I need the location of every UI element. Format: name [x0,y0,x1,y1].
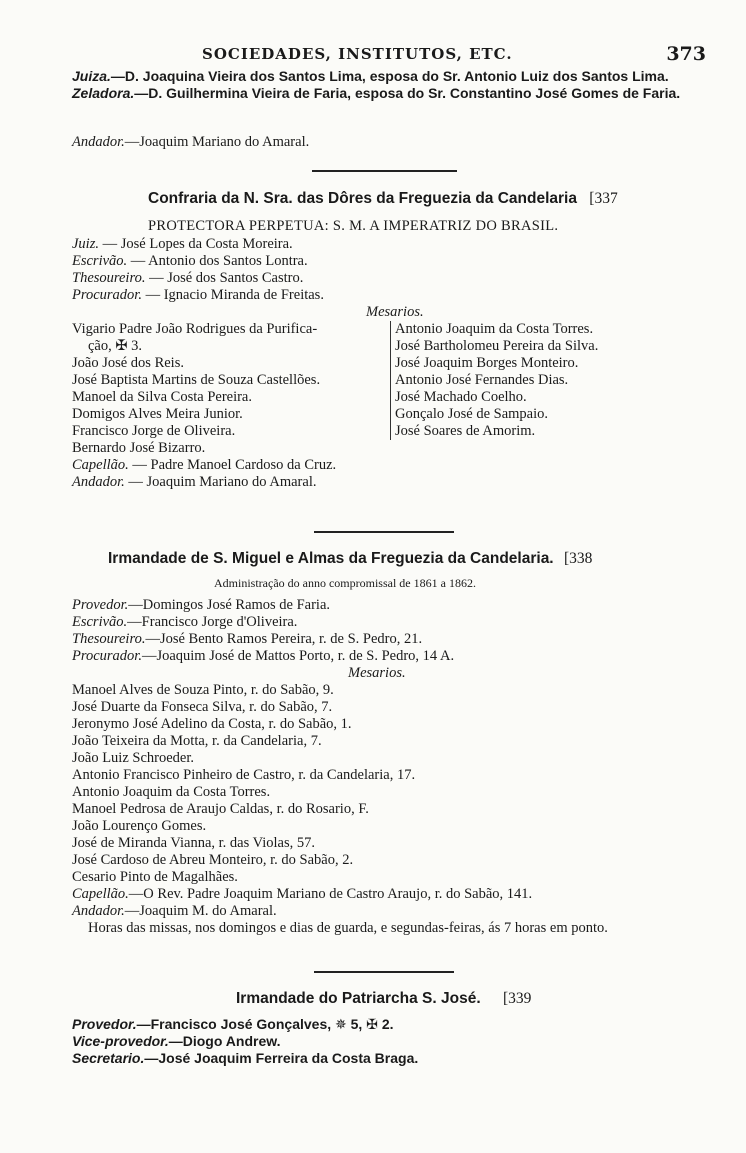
officers-list: Provedor.—Domingos José Ramos de Faria. Escrivão.—Francisco Jorge d'Oliveira. Thesoureiro.—José Bento Ramos Pereira, r. de S. Pedro, 21. Procurador.—Joaquim José de Mattos Porto, r. de S. Pedro, 14 A. [72,597,455,664]
list-item: José Cardoso de Abreu Monteiro, r. do Sabão, 2. [72,852,354,868]
entry-zeladora: Zeladora.—D. Guilhermina Vieira de Faria, esposa do Sr. Constantino José Gomes de Faria. [72,84,681,101]
section-339 [72,990,706,1067]
mesarios-label: Mesarios. [348,665,406,681]
section-338: Irmandade de S. Miguel e Almas da Freguezia da Candelaria. [338 Administração do anno compromissal de 1861 a 1862. Provedor.—Domingos José Ramos de Faria. Escrivão.—Francisco Jorge d'Oliveira. Thesoureiro.—José Bento Ramos Pereira, r. de S. Pedro, 21. Procurador.—Joaquim José de Mattos Porto, r. de S. Pedro, 14 A. Mesarios. Manoel Alves de Souza Pinto, r. do Sabão, 9. José Duarte da Fonseca Silva, r. do Sabão, 7. Jeronymo José Adelino da Costa, r. do Sabão, 1. João Teixeira da Motta, r. da Candelaria, 7. João Luiz Schroeder. Antonio Francisco Pinheiro de Castro, r. da Candelaria, 17. Antonio Joaquim da Costa Torres. Manoel Pedrosa de Araujo Caldas, r. do Rosario, F. João Lourenço Gomes. José de Miranda Vianna, r. das Violas, 57. José Cardoso de Abreu Monteiro, r. do Sabão, 2. Cesario Pinto de Magalhães. Capellão.—O Rev. Padre Joaquim Mariano de Castro Araujo, r. do Sabão, 141. Andador.—Joaquim M. do Amaral. Horas das missas, nos domingos e dias de guarda, e segundas-feiras, ás 7 horas em ponto. [72,550,706,937]
list-item: José Duarte da Fonseca Silva, r. do Sabão, 7. [72,699,333,715]
officers-list: Juiz. — José Lopes da Costa Moreira. Escrivão. — Antonio dos Santos Lontra. Thesoureiro. — José dos Santos Castro. Procurador. — Ignacio Miranda de Freitas. [72,236,324,303]
section-number: [338 [563,550,593,567]
mass-hours-note: Horas das missas, nos domingos e dias de guarda, e segundas-feiras, ás 7 horas em ponto. [88,920,608,936]
section-divider [314,531,454,533]
section-divider [314,971,454,973]
list-item: José de Miranda Vianna, r. das Violas, 57. [72,835,315,851]
section-337: Confraria da N. Sra. das Dôres da Freguezia da Candelaria [337 PROTECTORA PERPETUA: S. M. A IMPERATRIZ DO BRASIL. Juiz. — José Lopes da Costa Moreira. Escrivão. — Antonio dos Santos Lontra. Thesoureiro. — José dos Santos Castro. Procurador. — Ignacio Miranda de Freitas. Mesarios. Vigario Padre João Rodrigues da Purifica- ção, ✠ 3. João José dos Reis. José Baptista Martins de Souza Castellões. Manoel da Silva Costa Pereira. Domigos Alves Meira Junior. Francisco Jorge de Oliveira. Antonio Joaquim da Costa Torres. José Bartholomeu Pereira da Silva. José Joaquim Borges Monteiro. Antonio José Fernandes Dias. José Machado Coelho. Gonçalo José de Sampaio. José Soares de Amorim. Bernardo José Bizarro. Capellão. — Padre Manoel Cardoso da Cruz. Andador. — Joaquim Mariano do Amaral. [72,190,706,491]
protector-line: PROTECTORA PERPETUA: S. M. A IMPERATRIZ DO BRASIL. [148,218,559,234]
mesarios-columns [72,321,706,440]
continuation-entries [72,68,706,101]
entry-andador-top: Andador.—Joaquim Mariano do Amaral. [72,134,310,150]
page-header [72,43,706,70]
section-title: Irmandade do Patriarcha S. José. [339 [236,990,532,1007]
list-item: João Teixeira da Motta, r. da Candelaria, 7. [72,733,322,749]
list-item: Manoel Alves de Souza Pinto, r. do Sabão, 9. [72,682,334,698]
mesarios-right-column: Antonio Joaquim da Costa Torres. José Bartholomeu Pereira da Silva. José Joaquim Borges Monteiro. Antonio José Fernandes Dias. José Machado Coelho. Gonçalo José de Sampaio. José Soares de Amorim. [395,321,599,439]
list-item: Jeronymo José Adelino da Costa, r. do Sabão, 1. [72,716,352,732]
section-number: [337 [589,190,618,207]
list-item: Cesario Pinto de Magalhães. [72,869,238,885]
running-title: SOCIEDADES, INSTITUTOS, ETC. [202,45,513,63]
administration-line: Administração do anno compromissal de 1861 a 1862. [214,576,476,590]
mesarios-left-column: Vigario Padre João Rodrigues da Purifica- ção, ✠ 3. João José dos Reis. José Baptista Martins de Souza Castellões. Manoel da Silva Costa Pereira. Domigos Alves Meira Junior. Francisco Jorge de Oliveira. [72,321,391,440]
section-title: Confraria da N. Sra. das Dôres da Freguezia da Candelaria [337 [148,190,618,207]
mesarios-label: Mesarios. [366,304,424,320]
list-item: João Luiz Schroeder. [72,750,195,766]
section-number: [339 [502,990,532,1007]
section-divider [312,170,457,172]
list-item: Antonio Francisco Pinheiro de Castro, r. da Candelaria, 17. [72,767,416,783]
page-number: 373 [666,43,706,65]
officers-list: Provedor.—Francisco José Gonçalves, ✵ 5, ✠ 2. Vice-provedor.—Diogo Andrew. Secretario.—José Joaquim Ferreira da Costa Braga. [72,1016,419,1066]
section-title: Irmandade de S. Miguel e Almas da Freguezia da Candelaria. [338 [108,550,593,567]
list-item: Antonio Joaquim da Costa Torres. [72,784,271,800]
list-item: Manoel Pedrosa de Araujo Caldas, r. do Rosario, F. [72,801,369,817]
entry-juiza: Juiza.—D. Joaquina Vieira dos Santos Lima, esposa do Sr. Antonio Luiz dos Santos Lima. [72,68,669,84]
mesarios-list [72,682,706,886]
list-item: João Lourenço Gomes. [72,818,207,834]
